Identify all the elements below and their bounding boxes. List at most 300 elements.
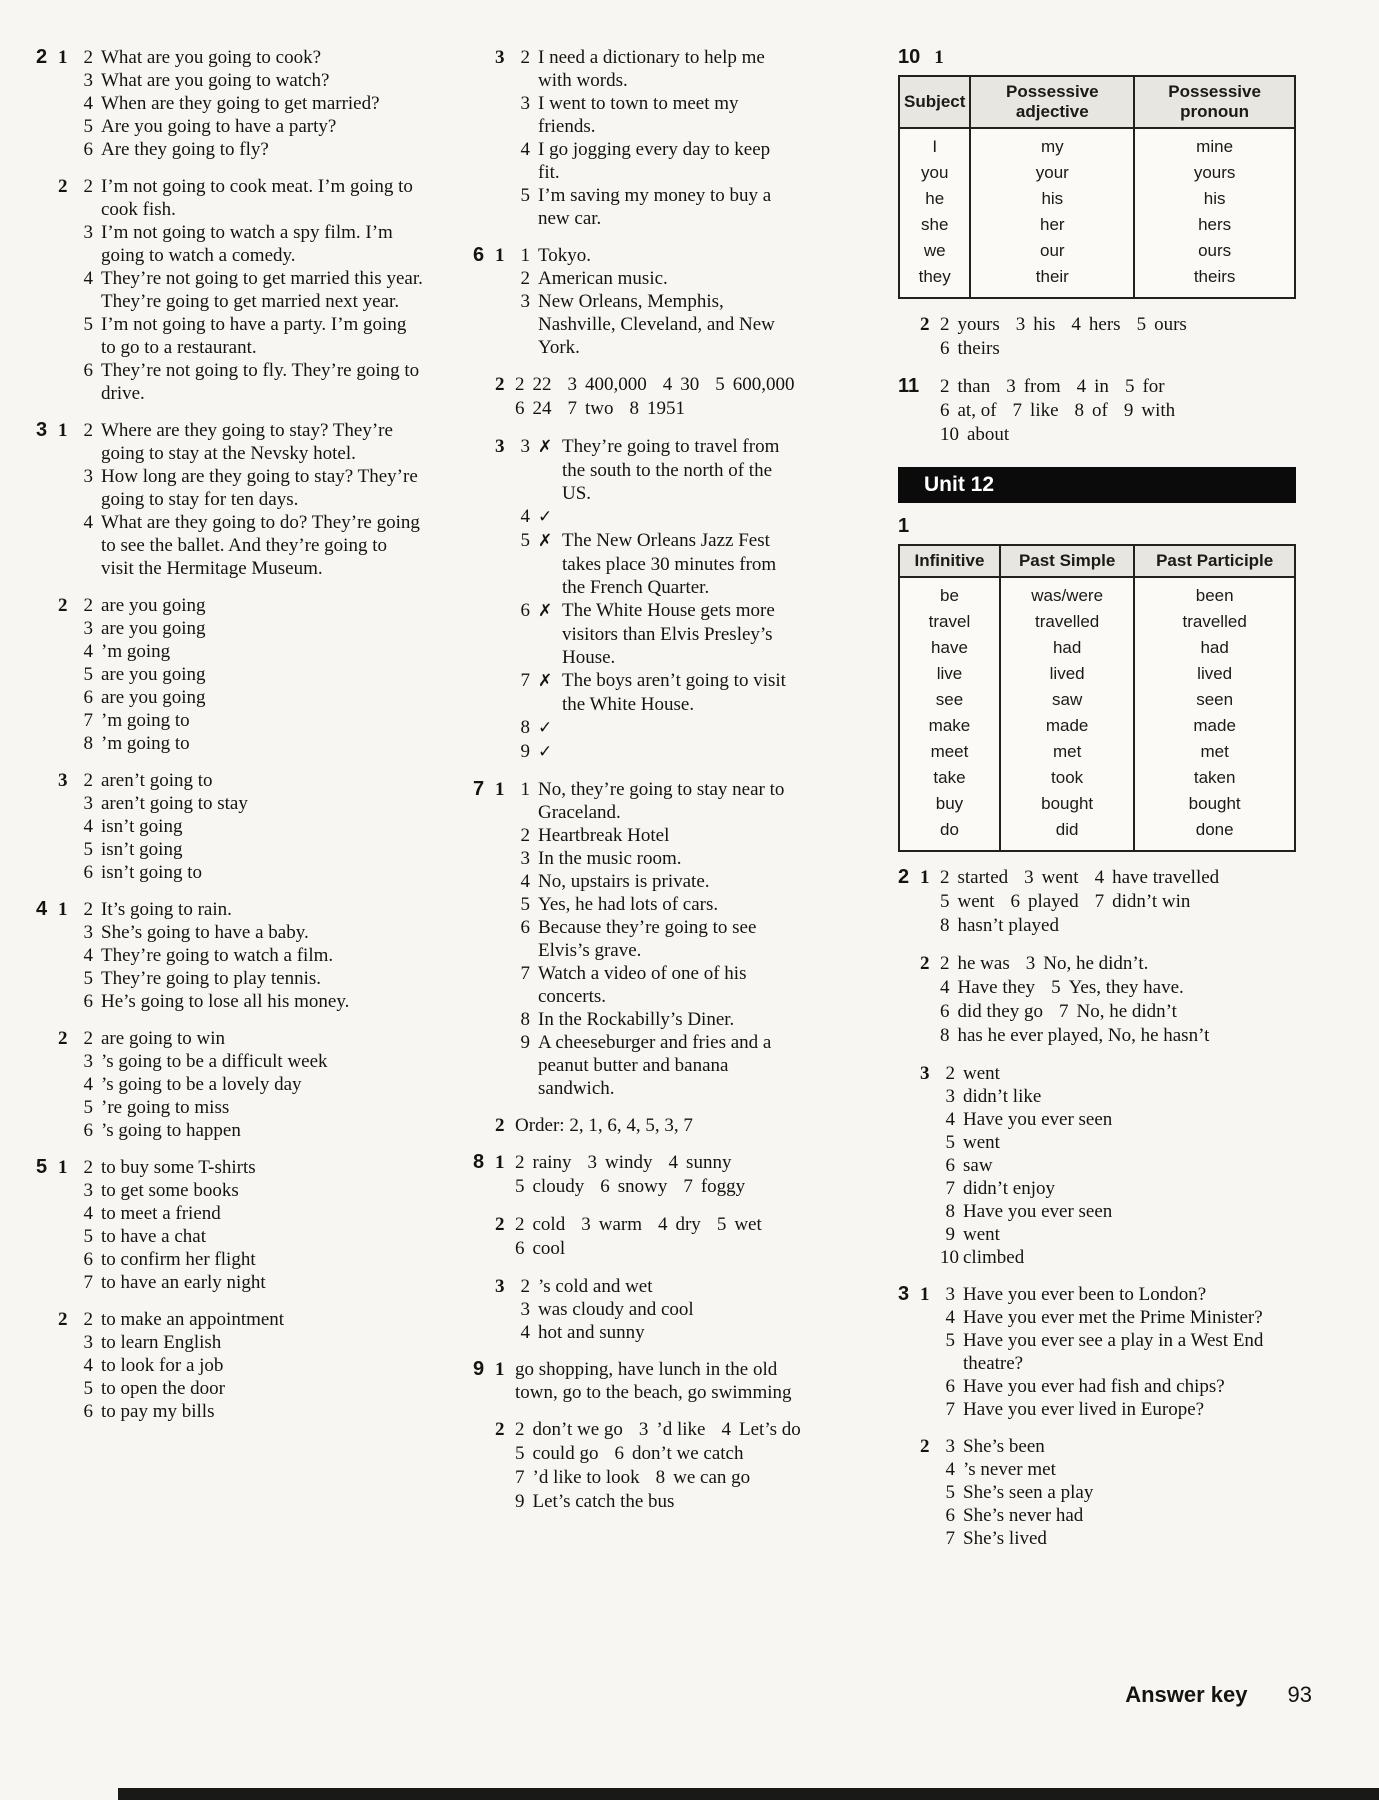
answer-text: rainy [532, 1152, 572, 1173]
table-cell: made [1000, 713, 1134, 739]
answer-item-number: 4 [945, 1109, 955, 1130]
check-icon: ✓ [538, 507, 553, 527]
table-cell: his [1134, 186, 1295, 212]
table-cell: taken [1134, 765, 1295, 791]
answer-text: went [1041, 867, 1079, 888]
unit-banner [898, 467, 1296, 503]
answer-text: Order: 2, 1, 6, 4, 5, 3, 7 [515, 1115, 693, 1136]
answer-text: to get some books [101, 1180, 239, 1201]
table-cell: bought [1134, 791, 1295, 817]
answer-text: isn’t going to [101, 862, 202, 883]
answer-item-number: 3 [83, 1051, 93, 1072]
answers-content [78, 1308, 424, 1423]
answer-item-number: 4 [940, 977, 950, 998]
answer-item-number: 3 [83, 70, 93, 91]
table-cell: make [899, 713, 1000, 739]
exercise-number: 3 [898, 1283, 910, 1305]
answer-block [473, 778, 793, 1100]
answer-item [683, 1176, 745, 1197]
answers-content [515, 1358, 793, 1404]
table-cell: my [970, 128, 1134, 160]
answer-item [568, 398, 614, 419]
answer-text: ✗ The New Orleans Jazz Fest takes place 30 minutes from the French Quarter. [538, 530, 777, 598]
answer-item [940, 1062, 1296, 1085]
exercise-label [898, 46, 1296, 69]
table-cell: buy [899, 791, 1000, 817]
answer-text: he was [957, 953, 1010, 974]
table-cell: did [1000, 817, 1134, 851]
answer-text: hasn’t played [957, 915, 1059, 936]
exercise-number [36, 1027, 58, 1142]
answer-item-number: 4 [83, 268, 93, 289]
answer-text: What are they going to do? They’re going to see the ballet. And they’re going to visit the Hermitage Museum. [101, 512, 420, 579]
answer-item [940, 1481, 1296, 1504]
answer-text: They’re going to watch a film. [101, 945, 334, 966]
answer-text: She’s never had [963, 1505, 1084, 1526]
answer-text: ’d like [656, 1419, 706, 1440]
answer-text: didn’t enjoy [963, 1178, 1056, 1199]
table-cell: see [899, 687, 1000, 713]
answer-text: 22 [532, 374, 552, 395]
answer-item-number: 2 [515, 1419, 525, 1440]
answer-item [78, 1377, 424, 1400]
answer-item-number: 7 [515, 1467, 525, 1488]
answer-block [898, 1435, 1296, 1550]
answer-item-number: 4 [945, 1307, 955, 1328]
answer-item-number: 9 [515, 1491, 525, 1512]
answer-item [78, 709, 424, 732]
answer-item [1125, 376, 1165, 397]
answer-item-number: 4 [83, 1355, 93, 1376]
answer-item-number: 2 [83, 420, 93, 441]
part-number: 2 [58, 1309, 68, 1330]
grammar-table [898, 75, 1296, 299]
exercise-number [473, 1418, 495, 1514]
inline-answer-line [940, 313, 1296, 337]
table-row [899, 661, 1295, 687]
answer-text: from [1023, 376, 1061, 397]
answer-item-number: 5 [520, 530, 530, 551]
answer-text: Are you going to have a party? [101, 116, 337, 137]
answer-text: don’t we catch [631, 1443, 744, 1464]
answer-item [940, 1200, 1296, 1223]
answer-item-number: 2 [940, 867, 950, 888]
answer-item-number: 9 [520, 1032, 530, 1053]
answers-content [515, 1418, 801, 1514]
answer-item-number: 3 [83, 466, 93, 487]
answer-item [515, 1176, 584, 1197]
inline-answer-line [515, 1213, 793, 1237]
answer-item [715, 374, 794, 395]
exercise-number [898, 1062, 920, 1269]
answer-item-number: 6 [945, 1505, 955, 1526]
part-number: 1 [495, 779, 505, 800]
table-row [899, 635, 1295, 661]
answer-item [940, 953, 1010, 974]
answer-item-number: 6 [515, 398, 525, 419]
answer-item [515, 1443, 598, 1464]
answer-text: to meet a friend [101, 1203, 221, 1224]
answer-block-grid [898, 952, 1296, 1048]
answer-item-number: 2 [945, 1063, 955, 1084]
answer-item [1137, 314, 1187, 335]
exercise-number: 1 [898, 515, 910, 537]
answer-block-grid [36, 46, 424, 161]
answer-item [515, 184, 793, 230]
answers-content [78, 769, 424, 884]
answer-item [515, 244, 793, 267]
answer-item [940, 1177, 1296, 1200]
answer-item-number: 2 [520, 47, 530, 68]
answer-item [78, 792, 424, 815]
answer-text: What are you going to watch? [101, 70, 330, 91]
exercise-number: 2 [36, 46, 48, 68]
part-number: 2 [58, 1028, 68, 1049]
table-row [899, 186, 1295, 212]
answer-item [515, 374, 552, 395]
answers-content [940, 1435, 1296, 1550]
answer-text: Have they [957, 977, 1036, 998]
answer-text: isn’t going [101, 816, 183, 837]
answer-item-number: 5 [1124, 376, 1135, 397]
answer-item [1077, 376, 1109, 397]
answer-item-number: 3 [581, 1214, 591, 1235]
answer-text: Have you ever been to London? [963, 1284, 1207, 1305]
exercise-number [473, 46, 495, 230]
answer-item [515, 1214, 565, 1235]
answer-item-number: 4 [83, 1074, 93, 1095]
table-cell: she [899, 212, 970, 238]
exercise-number: 4 [36, 898, 48, 920]
answer-item [940, 376, 990, 397]
answer-item-number: 3 [520, 1299, 530, 1320]
answer-text: about [967, 424, 1010, 445]
answer-text: I go jogging every day to keep fit. [538, 139, 771, 183]
answer-item-number: 6 [520, 600, 530, 621]
exercise-number: 11 [898, 375, 920, 397]
part-number: 1 [495, 245, 505, 266]
table-header-row [899, 76, 1295, 128]
answer-item-number: 5 [1136, 314, 1147, 335]
answer-text: Let’s do [739, 1419, 801, 1440]
answer-text: wet [734, 1214, 762, 1235]
answer-block-grid [473, 1114, 793, 1137]
answer-text: I’m not going to watch a spy film. I’m going to watch a comedy. [101, 222, 393, 266]
answer-item [1095, 891, 1191, 912]
answer-text: He’s going to lose all his money. [101, 991, 350, 1012]
answer-item [78, 1156, 424, 1179]
exercise-number: 10 [898, 46, 921, 68]
inline-answer-line [515, 1466, 801, 1490]
answer-item-number: 9 [520, 741, 530, 762]
answer-item-number: 9 [945, 1224, 955, 1245]
answer-item-number: 7 [567, 398, 577, 419]
answer-block [898, 375, 1296, 447]
answer-text: to open the door [101, 1378, 226, 1399]
answer-item [78, 419, 424, 465]
answer-item-number: 5 [940, 891, 950, 912]
answer-item [515, 916, 793, 962]
answers-content [515, 1151, 793, 1199]
answer-item-number: 2 [83, 899, 93, 920]
answer-item-number: 2 [940, 376, 950, 397]
answer-item [515, 92, 793, 138]
answer-item [78, 815, 424, 838]
answer-item-number: 4 [520, 139, 530, 160]
answer-item [940, 1025, 1209, 1046]
answer-block-grid [36, 419, 424, 580]
table-row [899, 264, 1295, 298]
table-row [899, 238, 1295, 264]
table-cell: took [1000, 765, 1134, 791]
answer-item-number: 9 [1123, 400, 1134, 421]
answer-text: started [957, 867, 1009, 888]
table-cell: bought [1000, 791, 1134, 817]
answer-text: warm [598, 1214, 642, 1235]
answer-item-number: 4 [83, 945, 93, 966]
answer-item-number: 4 [1076, 376, 1087, 397]
table-cell: lived [1134, 661, 1295, 687]
answer-item [78, 1308, 424, 1331]
part-number: 2 [920, 1436, 930, 1457]
table-cell: he [899, 186, 970, 212]
answer-item [78, 1179, 424, 1202]
answer-block-grid [36, 1156, 424, 1294]
answers-content [78, 1156, 424, 1294]
answer-text: sunny [686, 1152, 732, 1173]
exercise-number [36, 769, 58, 884]
answer-item [940, 1435, 1296, 1458]
answer-text: could go [532, 1443, 599, 1464]
answer-item [78, 944, 424, 967]
answer-text: They’re not going to fly. They’re going to drive. [101, 360, 420, 404]
answer-item [940, 1108, 1296, 1131]
answer-text: Where are they going to stay? They’re going to stay at the Nevsky hotel. [101, 420, 393, 464]
table-cell: travelled [1134, 609, 1295, 635]
part-number: 1 [58, 420, 68, 441]
answer-item [78, 267, 424, 313]
answer-item [1016, 314, 1056, 335]
answer-text: are you going [101, 664, 206, 685]
answer-item [940, 1283, 1296, 1306]
answer-block-grid [473, 1358, 793, 1404]
answer-item [78, 663, 424, 686]
exercise-number: 2 [898, 866, 910, 888]
part-number: 1 [495, 1359, 505, 1380]
answer-item [940, 1223, 1296, 1246]
answer-text: How long are they going to stay? They’re going to stay for ten days. [101, 466, 418, 510]
answer-item-number: 3 [83, 922, 93, 943]
answer-item-number: 5 [83, 968, 93, 989]
answer-text: in [1094, 376, 1109, 397]
answer-text: Yes, they have. [1068, 977, 1184, 998]
table-cell: her [970, 212, 1134, 238]
part-number: 2 [495, 1115, 505, 1136]
answer-item [940, 1306, 1296, 1329]
answer-item [940, 977, 1035, 998]
answer-text: New Orleans, Memphis, Nashville, Cleveland, and New York. [538, 291, 775, 358]
answer-item-number: 7 [83, 1272, 93, 1293]
table-cell: be [899, 577, 1000, 609]
answer-item-number: 4 [83, 816, 93, 837]
answer-item-number: 8 [940, 915, 950, 936]
table-row [899, 817, 1295, 851]
answer-item-number: 7 [1059, 1001, 1069, 1022]
answer-item-number: 6 [1010, 891, 1020, 912]
answer-item [78, 921, 424, 944]
answer-item-number: 3 [638, 1419, 649, 1440]
answer-item [515, 870, 793, 893]
answer-item-number: 6 [83, 360, 93, 381]
answer-text: has he ever played, No, he hasn’t [957, 1025, 1210, 1046]
answer-text: 1951 [647, 398, 685, 419]
answer-item [940, 1246, 1296, 1269]
answer-text: foggy [700, 1176, 746, 1197]
answer-item [656, 1467, 751, 1488]
answer-text: Have you ever seen [963, 1201, 1113, 1222]
answer-item-number: 3 [83, 1180, 93, 1201]
answer-item-number: 3 [520, 848, 530, 869]
answer-item-number: 5 [83, 839, 93, 860]
table-cell: you [899, 160, 970, 186]
part-number: 1 [495, 1152, 505, 1173]
answer-item [78, 46, 424, 69]
answer-item [78, 769, 424, 792]
answer-block-grid [473, 778, 793, 1100]
answer-text: It’s going to rain. [101, 899, 232, 920]
answers-content [515, 46, 793, 230]
answer-item [515, 740, 793, 764]
answer-item-number: 6 [945, 1376, 955, 1397]
answer-item-number: 6 [940, 338, 950, 359]
cross-icon: ✗ [538, 531, 553, 551]
answer-item [515, 716, 793, 740]
answer-text: ✗ The boys aren’t going to visit the White House. [538, 670, 786, 715]
answer-item [515, 1275, 793, 1298]
answers-content [940, 1062, 1296, 1269]
answer-text: of [1092, 400, 1108, 421]
table-row [899, 577, 1295, 609]
answer-block [473, 244, 793, 359]
answers-content [515, 1213, 793, 1261]
answer-item-number: 2 [515, 374, 525, 395]
table-header-cell: Infinitive [899, 545, 1000, 577]
answer-item [78, 1050, 424, 1073]
answer-item [515, 505, 793, 529]
inline-answer-line [940, 375, 1296, 399]
answer-item [940, 1375, 1296, 1398]
answer-block-grid [36, 1308, 424, 1423]
answer-item-number: 3 [520, 291, 530, 312]
part-number: 1 [934, 47, 944, 68]
answer-item [940, 1154, 1296, 1177]
table-cell: have [899, 635, 1000, 661]
answer-text: When are they going to get married? [101, 93, 380, 114]
answer-item-number: 5 [1051, 977, 1061, 998]
answer-text: at, of [957, 400, 997, 421]
answer-block [898, 1283, 1296, 1421]
answer-item [717, 1214, 762, 1235]
answer-item [515, 824, 793, 847]
answer-block [36, 898, 424, 1013]
answer-item [515, 1298, 793, 1321]
answer-item-number: 6 [83, 139, 93, 160]
answer-item-number: 10 [940, 1247, 959, 1268]
answer-block [36, 1308, 424, 1423]
exercise-number [473, 435, 495, 764]
answer-text: for [1142, 376, 1165, 397]
answer-item [940, 1329, 1296, 1375]
exercise-number: 8 [473, 1151, 485, 1173]
exercise-number [898, 313, 920, 361]
part-number: 1 [920, 867, 930, 888]
answer-item [658, 1214, 701, 1235]
answer-item-number: 5 [83, 116, 93, 137]
table-cell: hers [1134, 212, 1295, 238]
answer-item [722, 1419, 801, 1440]
answer-item [78, 990, 424, 1013]
answer-text: What are you going to cook? [101, 47, 322, 68]
answer-text: In the Rockabilly’s Diner. [538, 1009, 735, 1030]
answer-item-number: 3 [1025, 953, 1036, 974]
answer-text: ’re going to miss [101, 1097, 230, 1118]
answer-block-grid [473, 46, 793, 230]
answer-item [515, 1491, 674, 1512]
answer-text: American music. [538, 268, 668, 289]
footer-label: Answer key [1125, 1682, 1248, 1707]
table-row [899, 713, 1295, 739]
answer-column-1 [36, 46, 424, 1437]
answer-item-number: 7 [1094, 891, 1105, 912]
answer-item-number: 3 [1024, 867, 1034, 888]
answer-item-number: 6 [940, 1001, 950, 1022]
answer-text: A cheeseburger and fries and a peanut butter and banana sandwich. [538, 1032, 772, 1099]
inline-answer-line [515, 1490, 801, 1514]
answer-item [515, 1031, 793, 1100]
answer-item-number: 4 [83, 641, 93, 662]
answer-item [78, 69, 424, 92]
answer-block-grid [36, 175, 424, 405]
inline-answer-line [940, 399, 1296, 423]
exercise-number [36, 1308, 58, 1423]
answer-text: Have you ever lived in Europe? [963, 1399, 1205, 1420]
answer-item-number: 6 [600, 1176, 610, 1197]
answer-item-number: 3 [1006, 376, 1016, 397]
table-row [899, 791, 1295, 817]
answers-content [940, 866, 1296, 938]
answer-item-number: 5 [83, 1097, 93, 1118]
answer-text: No, upstairs is private. [538, 871, 710, 892]
table-header-cell: Possessive pronoun [1134, 76, 1295, 128]
answer-item [78, 1271, 424, 1294]
answer-item-number: 8 [520, 1009, 530, 1030]
part-number: 2 [920, 953, 930, 974]
answer-block [898, 313, 1296, 361]
table-row [899, 739, 1295, 765]
part-number [920, 375, 940, 447]
answer-text: Watch a video of one of his concerts. [538, 963, 747, 1007]
exercise-number: 3 [36, 419, 48, 441]
answer-item [78, 732, 424, 755]
answer-item [515, 1358, 793, 1404]
answer-text: Yes, he had lots of cars. [538, 894, 719, 915]
answer-item-number: 5 [945, 1330, 955, 1351]
answer-item [940, 1131, 1296, 1154]
answer-text: ✗ The White House gets more visitors than Elvis Presley’s House. [538, 600, 775, 668]
answer-item-number: 7 [520, 670, 530, 691]
answer-block-grid [36, 898, 424, 1013]
table-row [899, 687, 1295, 713]
